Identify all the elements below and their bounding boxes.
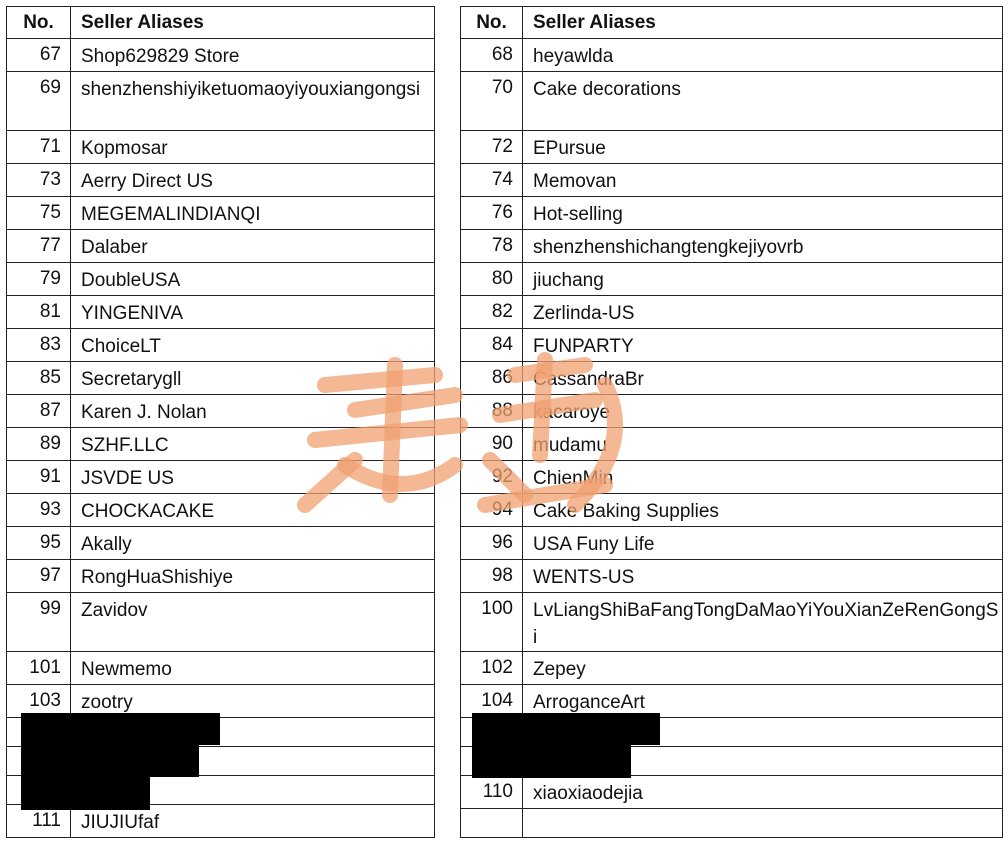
row-alias: MEGEMALINDIANQI bbox=[71, 197, 435, 230]
table-row bbox=[7, 131, 435, 164]
row-alias: CassandraBr bbox=[523, 362, 1003, 395]
row-alias: ChienMin bbox=[523, 461, 1003, 494]
row-alias: RongHuaShishiye bbox=[71, 560, 435, 593]
row-no: 88 bbox=[461, 395, 523, 428]
row-alias: Akally bbox=[71, 527, 435, 560]
row-alias: Hot-selling bbox=[523, 197, 1003, 230]
row-alias: Aerry Direct US bbox=[71, 164, 435, 197]
table-row bbox=[7, 263, 435, 296]
row-alias: LvLiangShiBaFangTongDaMaoYiYouXianZeRenGongSi bbox=[523, 593, 1003, 652]
redaction-bar bbox=[472, 745, 631, 778]
row-alias: JSVDE US bbox=[71, 461, 435, 494]
row-no: 92 bbox=[461, 461, 523, 494]
row-no: 93 bbox=[7, 494, 71, 527]
table-row bbox=[461, 263, 1003, 296]
row-alias: kacaroye bbox=[523, 395, 1003, 428]
table-row bbox=[7, 362, 435, 395]
table-row bbox=[461, 652, 1003, 685]
row-no: 100 bbox=[461, 593, 523, 652]
row-alias: Newmemo bbox=[71, 652, 435, 685]
table-row bbox=[461, 39, 1003, 72]
table-row bbox=[461, 428, 1003, 461]
table-header-row bbox=[461, 7, 1003, 39]
row-alias: DoubleUSA bbox=[71, 263, 435, 296]
row-alias: Cake decorations bbox=[523, 72, 1003, 131]
table-row bbox=[461, 494, 1003, 527]
row-no: 68 bbox=[461, 39, 523, 72]
table-row bbox=[7, 72, 435, 131]
table-row bbox=[7, 164, 435, 197]
row-no: 82 bbox=[461, 296, 523, 329]
row-no: 75 bbox=[7, 197, 71, 230]
table-row bbox=[461, 395, 1003, 428]
row-no: 102 bbox=[461, 652, 523, 685]
row-alias: ArroganceArt bbox=[523, 685, 1003, 718]
row-alias: xiaoxiaodejia bbox=[523, 776, 1003, 809]
table-row bbox=[7, 560, 435, 593]
row-alias: JIUJIUfaf bbox=[71, 805, 435, 838]
empty-cell bbox=[523, 809, 1003, 838]
row-alias: Cake Baking Supplies bbox=[523, 494, 1003, 527]
table-row bbox=[7, 593, 435, 652]
table-row bbox=[7, 39, 435, 72]
row-no: 97 bbox=[7, 560, 71, 593]
row-no: 74 bbox=[461, 164, 523, 197]
table-row bbox=[7, 527, 435, 560]
row-alias: Zepey bbox=[523, 652, 1003, 685]
table-row bbox=[461, 131, 1003, 164]
row-no: 71 bbox=[7, 131, 71, 164]
row-no: 76 bbox=[461, 197, 523, 230]
table-row bbox=[7, 197, 435, 230]
table-header-row bbox=[7, 7, 435, 39]
row-alias: CHOCKACAKE bbox=[71, 494, 435, 527]
table-row bbox=[461, 197, 1003, 230]
row-no: 72 bbox=[461, 131, 523, 164]
table-row bbox=[461, 329, 1003, 362]
row-no: 99 bbox=[7, 593, 71, 652]
row-alias: FUNPARTY bbox=[523, 329, 1003, 362]
row-no: 70 bbox=[461, 72, 523, 131]
row-no: 91 bbox=[7, 461, 71, 494]
row-alias: EPursue bbox=[523, 131, 1003, 164]
row-alias: jiuchang bbox=[523, 263, 1003, 296]
row-alias: YINGENIVA bbox=[71, 296, 435, 329]
row-alias: shenzhenshichangtengkejiyovrb bbox=[523, 230, 1003, 263]
row-alias: SZHF.LLC bbox=[71, 428, 435, 461]
table-row bbox=[461, 164, 1003, 197]
row-no: 104 bbox=[461, 685, 523, 718]
row-no: 103 bbox=[7, 685, 71, 718]
row-alias: USA Funy Life bbox=[523, 527, 1003, 560]
row-alias: ChoiceLT bbox=[71, 329, 435, 362]
row-no: 95 bbox=[7, 527, 71, 560]
table-row bbox=[461, 776, 1003, 809]
header-seller-aliases: Seller Aliases bbox=[523, 7, 1003, 39]
redaction-bar bbox=[21, 777, 150, 810]
row-alias: Shop629829 Store bbox=[71, 39, 435, 72]
empty-cell bbox=[461, 809, 523, 838]
table-row bbox=[461, 362, 1003, 395]
row-no: 87 bbox=[7, 395, 71, 428]
table-row bbox=[7, 329, 435, 362]
row-alias: zootry bbox=[71, 685, 435, 718]
table-row bbox=[461, 461, 1003, 494]
row-no: 79 bbox=[7, 263, 71, 296]
row-no: 78 bbox=[461, 230, 523, 263]
row-no: 83 bbox=[7, 329, 71, 362]
row-no: 98 bbox=[461, 560, 523, 593]
row-no: 73 bbox=[7, 164, 71, 197]
header-no: No. bbox=[7, 7, 71, 39]
redaction-bar bbox=[21, 745, 199, 777]
row-no: 96 bbox=[461, 527, 523, 560]
table-row bbox=[461, 230, 1003, 263]
table-row bbox=[461, 560, 1003, 593]
row-alias: Zavidov bbox=[71, 593, 435, 652]
row-no: 110 bbox=[461, 776, 523, 809]
row-no: 111 bbox=[7, 805, 71, 838]
table-row bbox=[461, 527, 1003, 560]
row-alias: Dalaber bbox=[71, 230, 435, 263]
row-no: 77 bbox=[7, 230, 71, 263]
row-no: 67 bbox=[7, 39, 71, 72]
row-no: 80 bbox=[461, 263, 523, 296]
row-no: 90 bbox=[461, 428, 523, 461]
row-alias: mudamu bbox=[523, 428, 1003, 461]
row-no: 69 bbox=[7, 72, 71, 131]
table-row bbox=[7, 428, 435, 461]
row-no: 89 bbox=[7, 428, 71, 461]
redaction-bar bbox=[472, 713, 660, 745]
table-row bbox=[7, 230, 435, 263]
row-no: 101 bbox=[7, 652, 71, 685]
row-alias: Karen J. Nolan bbox=[71, 395, 435, 428]
row-no: 86 bbox=[461, 362, 523, 395]
empty-row bbox=[461, 809, 1003, 838]
row-alias: Kopmosar bbox=[71, 131, 435, 164]
header-seller-aliases: Seller Aliases bbox=[71, 7, 435, 39]
row-alias: Secretarygll bbox=[71, 362, 435, 395]
row-alias: shenzhenshiyiketuomaoyiyouxiangongsi bbox=[71, 72, 435, 131]
table-row bbox=[461, 296, 1003, 329]
row-alias: Memovan bbox=[523, 164, 1003, 197]
table-row bbox=[7, 652, 435, 685]
row-no: 85 bbox=[7, 362, 71, 395]
table-row bbox=[7, 395, 435, 428]
table-row bbox=[7, 494, 435, 527]
row-alias: WENTS-US bbox=[523, 560, 1003, 593]
table-row bbox=[461, 593, 1003, 652]
table-row bbox=[7, 461, 435, 494]
row-no: 81 bbox=[7, 296, 71, 329]
row-alias: Zerlinda-US bbox=[523, 296, 1003, 329]
table-row bbox=[461, 72, 1003, 131]
row-no: 84 bbox=[461, 329, 523, 362]
row-no: 94 bbox=[461, 494, 523, 527]
header-no: No. bbox=[461, 7, 523, 39]
redaction-bar bbox=[21, 713, 220, 745]
table-row bbox=[7, 296, 435, 329]
row-alias: heyawlda bbox=[523, 39, 1003, 72]
